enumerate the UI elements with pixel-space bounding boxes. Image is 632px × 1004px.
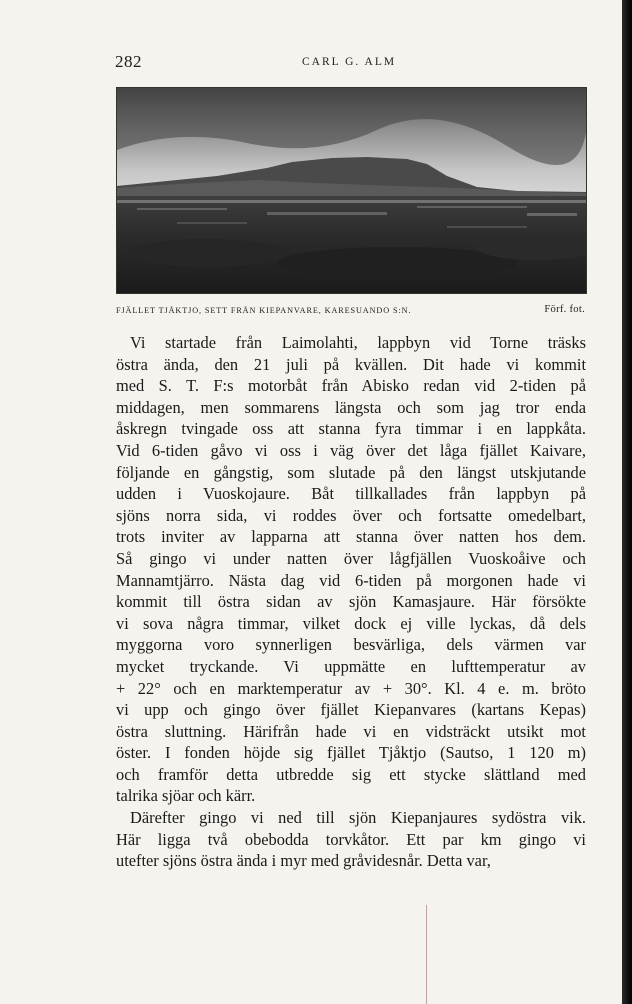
text-line: myggorna voro synnerligen besvärliga, dels värmen var [116,635,586,655]
text-line: vi sova några timmar, vilket dock ej ville lyckas, då dels [116,613,586,633]
page-number: 282 [115,52,142,71]
page-header [0,50,622,74]
text-line: åskregn tvingade oss att stanna fyra timmar i en lappkåta. [116,419,586,439]
text-line: Vid 6-tiden gåvo vi oss i väg över det låga fjället Kaivare, [116,440,586,460]
text-line: middagen, men sommarens längsta och som jag tror enda [116,397,586,417]
text-line: följande en gångstig, som slutade på den längst utskjutande [116,462,586,482]
figure-caption [116,304,585,318]
text-line: + 22° och en marktemperatur av + 30°. Kl. 4 e. m. bröto [116,678,586,698]
text-line: östra ända, den 21 juli på kvällen. Dit hade vi kommit [116,354,586,374]
text-line: kommit till östra sidan av sjön Kamasjaure. Här försökte [116,592,586,612]
body-text [116,332,586,872]
text-line: sjöns norra sida, vi roddes över och fortsatte omedelbart, [116,505,586,525]
text-line: och framför detta utbredde sig ett stycke slättland med [116,764,586,784]
text-line: Vi startade från Laimolahti, lappbyn vid Torne träsks [130,333,586,352]
text-line: udden i Vuoskojaure. Båt tillkallades från lappbyn på [116,484,586,504]
text-line: Här ligga två obebodda torvkåtor. Ett par km gingo vi [116,829,586,849]
text-line: med S. T. F:s motorbåt från Abisko redan vid 2-tiden på [116,376,586,396]
text-line: Därefter gingo vi ned till sjön Kiepanjaures sydöstra vik. [130,808,586,828]
text-line: utefter sjöns östra ända i myr med gråvidesnår. Detta var, [116,851,491,871]
running-head: CARL G. ALM [302,56,397,68]
text-line: Så gingo vi under natten över lågfjällen Vuoskoåive och [116,548,586,568]
text-line: vi upp och gingo över fjället Kiepanvares (kartans Kepas) [116,700,586,720]
text-line: östra sluttning. Härifrån hade vi en vidsträckt utsikt mot [116,721,586,741]
text-line: trots inviter av lapparna att stanna över natten hos dem. [116,527,586,547]
caption-text: FJÄLLET TJÅKTJO, SETT FRÅN KIEPANVARE, KARESUANDO S:N. [116,306,412,315]
text-line: talrika sjöar och kärr. [116,786,256,806]
page-fold-mark [426,905,427,1004]
photo-credit: Förf. fot. [544,304,585,315]
landscape-photo-image [117,88,586,293]
book-spine-edge [622,0,632,1004]
landscape-photo [116,87,587,294]
text-line: öster. I fonden höjde sig fjället Tjåktjo (Sautso, 1 120 m) [116,743,586,763]
text-line: mycket tryckande. Vi uppmätte en lufttemperatur av [116,656,586,676]
text-line: Mannamtjärro. Nästa dag vid 6-tiden på morgonen hade vi [116,570,586,590]
